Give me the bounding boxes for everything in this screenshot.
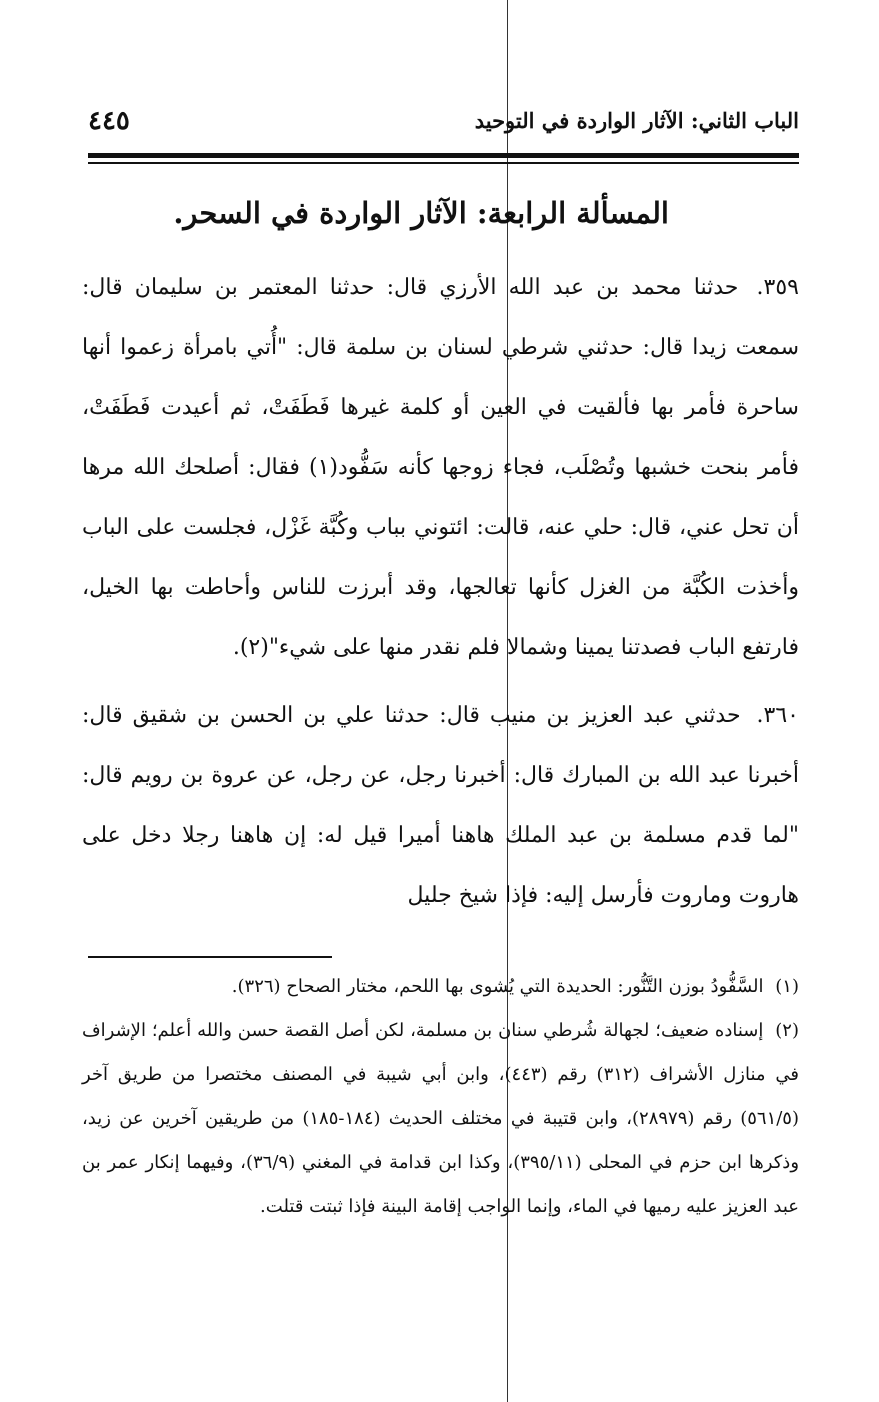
paragraph-text: حدثنا محمد بن عبد الله الأرزي قال: حدثنا المعتمر بن سليمان قال: سمعت زيدا قال: حدثني شرطي لسنان بن سلمة قال: "أُتي بامرأة زعموا أنها ساحرة فأمر بها فألقيت في العين أو كلمة غيرها فَطَفَتْ، ثم أعيدت فَطَفَتْ، فأمر بنحت خشبها وتُصْلَب، فجاء زوجها كأنه سَفُّود(١) فقال: أصلحك الله مرها أن تحل عني، قال: حلي عنه، قالت: ائتوني بباب وكُبَّة غَزْل، فجلست على الباب وأخذت الكُبَّة من الغزل كأنها تعالجها، وقد أبرزت للناس وأحاطت بها الخيل، فارتفع الباب فصدتنا يمينا وشمالا فلم نقدر منها على شيء"(٢).	[82, 275, 799, 660]
footnote-1	[82, 965, 799, 1009]
footnote-2	[82, 1009, 799, 1229]
paragraph-360	[82, 686, 799, 926]
header-rule-thin	[88, 162, 799, 164]
running-title: الباب الثاني: الآثار الواردة في التوحيد	[474, 108, 799, 133]
section-heading: المسألة الرابعة: الآثار الواردة في السحر.	[173, 196, 669, 230]
paragraph-number: ٣٦٠.	[756, 703, 799, 728]
footnote-number: (١)	[775, 976, 799, 997]
footnote-text: إسناده ضعيف؛ لجهالة شُرطي سنان بن مسلمة، لكن أصل القصة حسن والله أعلم؛ الإشراف في منازل الأشراف (٣١٢) رقم (٤٤٣)، وابن أبي شيبة في المصنف مختصرا من طريق آخر (٥٦١/٥) رقم (٢٨٩٧٩)، وابن قتيبة في مختلف الحديث (١٨٤-١٨٥) من طريقين آخرين عن زيد، وذكرها ابن حزم في المحلى (٣٩٥/١١)، وكذا ابن قدامة في المغني (٣٦/٩)، وفيهما إنكار عمر بن عبد العزيز عليه رميها في الماء، وإنما الواجب إقامة البينة فإذا ثبتت قتلت.	[82, 1020, 800, 1217]
body-text	[82, 258, 799, 926]
paragraph-text: حدثني عبد العزيز بن منيب قال: حدثنا علي بن الحسن بن شقيق قال: أخبرنا عبد الله بن المبارك قال: أخبرنا رجل، عن رجل، عن عروة بن رويم قال: "لما قدم مسلمة بن عبد الملك هاهنا أميرا قيل له: إن هاهنا رجلا دخل على هاروت وماروت فأرسل إليه: فإذا شيخ جليل	[82, 703, 799, 908]
paragraph-359	[82, 258, 799, 678]
footnote-text: السَّفُّودُ بوزن التَّنُّور: الحديدة التي يُشوى بها اللحم، مختار الصحاح (٣٢٦).	[231, 976, 764, 997]
footnote-separator	[88, 956, 332, 958]
paragraph-number: ٣٥٩.	[756, 275, 799, 300]
header-rule-thick	[88, 153, 799, 158]
running-header	[88, 106, 799, 146]
page-number: ٤٤٥	[88, 106, 130, 136]
footnotes	[82, 965, 799, 1229]
footnote-number: (٢)	[775, 1020, 799, 1041]
